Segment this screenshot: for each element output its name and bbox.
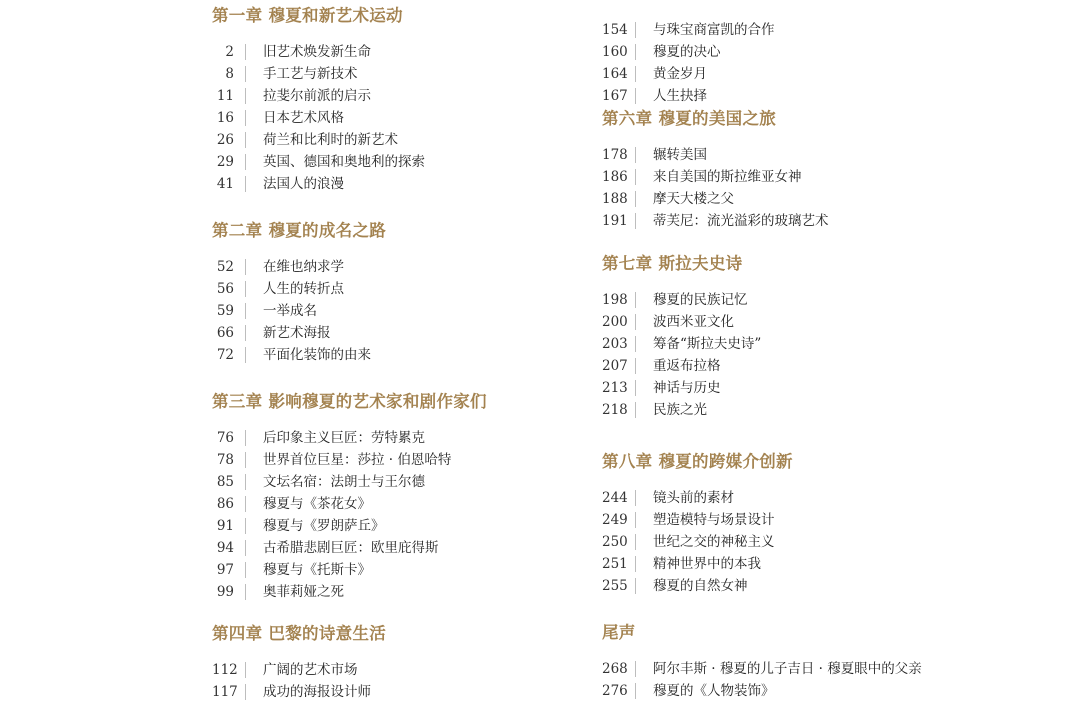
toc-entry[interactable]: [212, 151, 642, 173]
entry-title: 镜头前的素材: [653, 490, 734, 506]
toc-entry[interactable]: [602, 553, 1032, 575]
toc-entry[interactable]: [212, 41, 642, 63]
toc-entry[interactable]: [212, 449, 642, 471]
toc-entry[interactable]: [602, 575, 1032, 597]
entry-title: 人生抉择: [653, 88, 707, 104]
toc-entry[interactable]: [602, 188, 1032, 210]
entry-list: [602, 487, 1032, 597]
page-number: 207: [602, 358, 628, 374]
page-number: 26: [216, 132, 234, 148]
page-number: 250: [602, 534, 628, 550]
page-number: 191: [602, 213, 628, 229]
entry-title: 穆夏与《罗朗萨丘》: [263, 518, 385, 534]
toc-entry[interactable]: [212, 581, 642, 603]
entry-title: 与珠宝商富凯的合作: [653, 22, 775, 38]
entry-title: 人生的转折点: [263, 281, 344, 297]
entry-title: 穆夏与《茶花女》: [263, 496, 371, 512]
page-number: 154: [602, 22, 628, 38]
toc-entry[interactable]: [212, 256, 642, 278]
chapter-block: [212, 622, 642, 703]
toc-entry[interactable]: [602, 41, 1032, 63]
toc-entry[interactable]: [212, 63, 642, 85]
entry-title: 奥菲莉娅之死: [263, 584, 344, 600]
page-number: 99: [216, 584, 234, 600]
entry-title: 荷兰和比利时的新艺术: [263, 132, 398, 148]
page-number: 41: [216, 176, 234, 192]
entry-title: 摩天大楼之父: [653, 191, 734, 207]
toc-entry[interactable]: [212, 493, 642, 515]
toc-entry[interactable]: [602, 680, 1032, 702]
toc-entry[interactable]: [602, 333, 1032, 355]
page-number: 94: [216, 540, 234, 556]
entry-title: 手工艺与新技术: [263, 66, 358, 82]
page-number: 56: [216, 281, 234, 297]
page-number: 86: [216, 496, 234, 512]
entry-title: 穆夏的自然女神: [653, 578, 748, 594]
toc-entry[interactable]: [602, 377, 1032, 399]
toc-entry[interactable]: [602, 355, 1032, 377]
entry-title: 筹备“斯拉夫史诗”: [653, 336, 762, 352]
entry-title: 塑造模特与场景设计: [653, 512, 775, 528]
toc-entry[interactable]: [602, 658, 1032, 680]
entry-title: 穆夏与《托斯卡》: [263, 562, 371, 578]
page-number: 213: [602, 380, 628, 396]
entry-title: 新艺术海报: [263, 325, 331, 341]
page-number: 16: [216, 110, 234, 126]
entry-title: 旧艺术焕发新生命: [263, 44, 371, 60]
entry-title: 神话与历史: [653, 380, 721, 396]
entry-title: 穆夏的民族记忆: [653, 292, 748, 308]
page-number: 188: [602, 191, 628, 207]
page-number: 255: [602, 578, 628, 594]
toc-entry[interactable]: [212, 278, 642, 300]
toc-entry[interactable]: [212, 471, 642, 493]
chapter-block: [602, 621, 1032, 702]
toc-entry[interactable]: [602, 531, 1032, 553]
page-number: 117: [212, 684, 238, 700]
page-number: 249: [602, 512, 628, 528]
chapter-block: [602, 0, 1032, 107]
entry-title: 平面化装饰的由来: [263, 347, 371, 363]
entry-list: [602, 289, 1032, 421]
page-number: 203: [602, 336, 628, 352]
page-number: 276: [602, 683, 628, 699]
chapter-block: [602, 107, 1032, 232]
toc-entry[interactable]: [212, 173, 642, 195]
page-number: 76: [216, 430, 234, 446]
chapter-title: 第七章 斯拉夫史诗: [602, 254, 743, 273]
page-number: 200: [602, 314, 628, 330]
entry-list: [602, 19, 1032, 107]
toc-entry[interactable]: [212, 559, 642, 581]
entry-title: 精神世界中的本我: [653, 556, 761, 572]
page-number: 8: [225, 66, 234, 82]
toc-entry[interactable]: [212, 427, 642, 449]
toc-entry[interactable]: [602, 144, 1032, 166]
entry-title: 世界首位巨星：莎拉 · 伯恩哈特: [263, 452, 452, 468]
page-number: 11: [216, 88, 234, 104]
toc-entry[interactable]: [602, 487, 1032, 509]
entry-title: 拉斐尔前派的启示: [263, 88, 371, 104]
page-number: 66: [216, 325, 234, 341]
page-number: 78: [216, 452, 234, 468]
entry-title: 穆夏的《人物装饰》: [653, 683, 775, 699]
chapter-block: [212, 390, 642, 603]
chapter-title: 第六章 穆夏的美国之旅: [602, 109, 777, 128]
toc-entry[interactable]: [212, 322, 642, 344]
entry-list: [212, 41, 642, 195]
entry-title: 古希腊悲剧巨匠：欧里庇得斯: [263, 540, 439, 556]
toc-entry[interactable]: [602, 85, 1032, 107]
toc-entry[interactable]: [602, 399, 1032, 421]
toc-entry[interactable]: [602, 19, 1032, 41]
chapter-title: 第四章 巴黎的诗意生活: [212, 624, 387, 643]
page-number: 178: [602, 147, 628, 163]
chapter-title: 第八章 穆夏的跨媒介创新: [602, 452, 793, 471]
entry-title: 阿尔丰斯 · 穆夏的儿子吉日 · 穆夏眼中的父亲: [653, 661, 922, 677]
page-number: 198: [602, 292, 628, 308]
page-number: 91: [216, 518, 234, 534]
page-number: 218: [602, 402, 628, 418]
page-number: 167: [602, 88, 628, 104]
chapter-block: [602, 450, 1032, 597]
toc-entry[interactable]: [602, 63, 1032, 85]
toc-entry[interactable]: [212, 537, 642, 559]
chapter-block: [212, 4, 642, 195]
chapter-title: 第三章 影响穆夏的艺术家和剧作家们: [212, 392, 487, 411]
entry-title: 世纪之交的神秘主义: [653, 534, 775, 550]
page-number: 112: [212, 662, 238, 678]
entry-title: 波西米亚文化: [653, 314, 734, 330]
toc-entry[interactable]: [602, 509, 1032, 531]
entry-title: 蒂芙尼：流光溢彩的玻璃艺术: [653, 213, 829, 229]
page-number: 29: [216, 154, 234, 170]
entry-title: 来自美国的斯拉维亚女神: [653, 169, 802, 185]
chapter-block: [602, 252, 1032, 421]
toc-entry[interactable]: [212, 85, 642, 107]
page-number: 186: [602, 169, 628, 185]
page-number: 97: [216, 562, 234, 578]
entry-title: 后印象主义巨匠：劳特累克: [263, 430, 425, 446]
toc-entry[interactable]: [602, 289, 1032, 311]
toc-entry[interactable]: [212, 681, 642, 703]
page-number: 251: [602, 556, 628, 572]
page-number: 59: [216, 303, 234, 319]
page-number: 164: [602, 66, 628, 82]
toc-entry[interactable]: [212, 107, 642, 129]
entry-title: 法国人的浪漫: [263, 176, 344, 192]
toc-entry[interactable]: [212, 129, 642, 151]
entry-list: [602, 658, 1032, 702]
entry-title: 民族之光: [653, 402, 707, 418]
entry-title: 黄金岁月: [653, 66, 707, 82]
toc-entry[interactable]: [602, 311, 1032, 333]
chapter-title: 尾声: [602, 623, 636, 642]
entry-title: 日本艺术风格: [263, 110, 344, 126]
toc-entry[interactable]: [212, 300, 642, 322]
entry-title: 重返布拉格: [653, 358, 721, 374]
entry-title: 文坛名宿：法朗士与王尔德: [263, 474, 425, 490]
entry-list: [212, 427, 642, 603]
entry-title: 一举成名: [263, 303, 317, 319]
page-number: 52: [216, 259, 234, 275]
page-number: 244: [602, 490, 628, 506]
entry-title: 成功的海报设计师: [263, 684, 371, 700]
page-number: 268: [602, 661, 628, 677]
entry-list: [212, 256, 642, 366]
page-number: 72: [216, 347, 234, 363]
entry-title: 广阔的艺术市场: [263, 662, 358, 678]
chapter-block: [212, 219, 642, 366]
toc-entry[interactable]: [602, 210, 1032, 232]
chapter-title: 第二章 穆夏的成名之路: [212, 221, 387, 240]
toc-entry[interactable]: [212, 659, 642, 681]
page-number: 2: [225, 44, 234, 60]
entry-title: 在维也纳求学: [263, 259, 344, 275]
chapter-title: 第一章 穆夏和新艺术运动: [212, 6, 403, 25]
page-number: 160: [602, 44, 628, 60]
entry-title: 穆夏的决心: [653, 44, 721, 60]
entry-list: [602, 144, 1032, 232]
toc-entry[interactable]: [602, 166, 1032, 188]
page-number: 85: [216, 474, 234, 490]
entry-list: [212, 659, 642, 703]
toc-entry[interactable]: [212, 344, 642, 366]
entry-title: 英国、德国和奥地利的探索: [263, 154, 425, 170]
toc-entry[interactable]: [212, 515, 642, 537]
entry-title: 辗转美国: [653, 147, 707, 163]
